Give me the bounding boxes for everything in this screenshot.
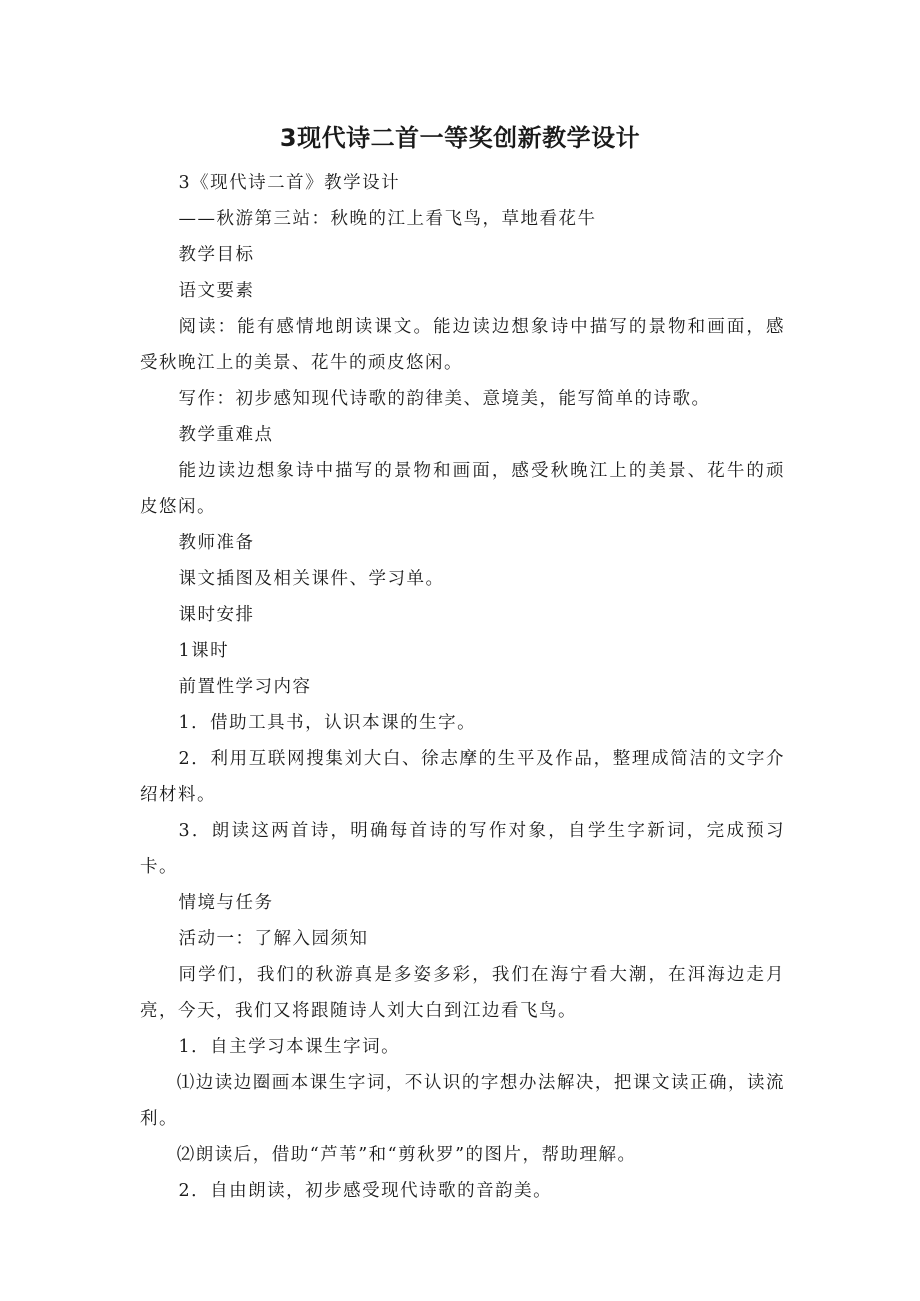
paragraph-preview-1: 1．借助工具书，认识本课的生字。	[178, 713, 477, 733]
paragraph-section-schedule: 课时安排	[178, 605, 255, 625]
paragraph-reading-goal: 阅读：能有感情地朗读课文。能边读边想象诗中描写的景物和画面，感受秋晚江上的美景、花牛的顽皮悠闲。	[140, 317, 785, 373]
paragraph-preparation: 课文插图及相关课件、学习单。	[178, 569, 445, 589]
paragraph-schedule: 1课时	[178, 641, 230, 661]
paragraph-intro: 同学们，我们的秋游真是多姿多彩，我们在海宁看大潮，在洱海边走月亮，今天，我们又将跟随诗人刘大白到江边看飞鸟。	[140, 965, 785, 1021]
paragraph-section-tasks: 情境与任务	[178, 893, 274, 913]
paragraph-writing-goal: 写作：初步感知现代诗歌的韵律美、意境美，能写简单的诗歌。	[178, 389, 711, 409]
document-body	[140, 165, 785, 1209]
paragraph-step-1-sub-2: ⑵朗读后，借助“芦苇”和“剪秋罗”的图片，帮助理解。	[176, 1145, 637, 1165]
paragraph-lesson-heading: 3《现代诗二首》教学设计	[178, 173, 401, 193]
paragraph-subtitle: ——秋游第三站：秋晚的江上看飞鸟，草地看花牛	[178, 209, 597, 229]
paragraph-section-preview: 前置性学习内容	[178, 677, 312, 697]
paragraph-step-2: 2．自由朗读，初步感受现代诗歌的音韵美。	[178, 1181, 553, 1201]
paragraph-section-key-points: 教学重难点	[178, 425, 274, 445]
document-title: 3现代诗二首一等奖创新教学设计	[279, 124, 641, 152]
paragraph-section-elements: 语文要素	[178, 281, 255, 301]
paragraph-activity-one: 活动一：了解入园须知	[178, 929, 369, 949]
paragraph-step-1-sub-1: ⑴边读边圈画本课生字词，不认识的字想办法解决，把课文读正确，读流利。	[140, 1073, 785, 1129]
paragraph-section-preparation: 教师准备	[178, 533, 255, 553]
paragraph-section-goals: 教学目标	[178, 245, 255, 265]
paragraph-key-points: 能边读边想象诗中描写的景物和画面，感受秋晚江上的美景、花牛的顽皮悠闲。	[140, 461, 785, 517]
paragraph-preview-3: 3．朗读这两首诗，明确每首诗的写作对象，自学生字新词，完成预习卡。	[140, 821, 785, 877]
paragraph-step-1: 1．自主学习本课生字词。	[178, 1037, 401, 1057]
paragraph-preview-2: 2．利用互联网搜集刘大白、徐志摩的生平及作品，整理成简洁的文字介绍材料。	[140, 749, 785, 805]
